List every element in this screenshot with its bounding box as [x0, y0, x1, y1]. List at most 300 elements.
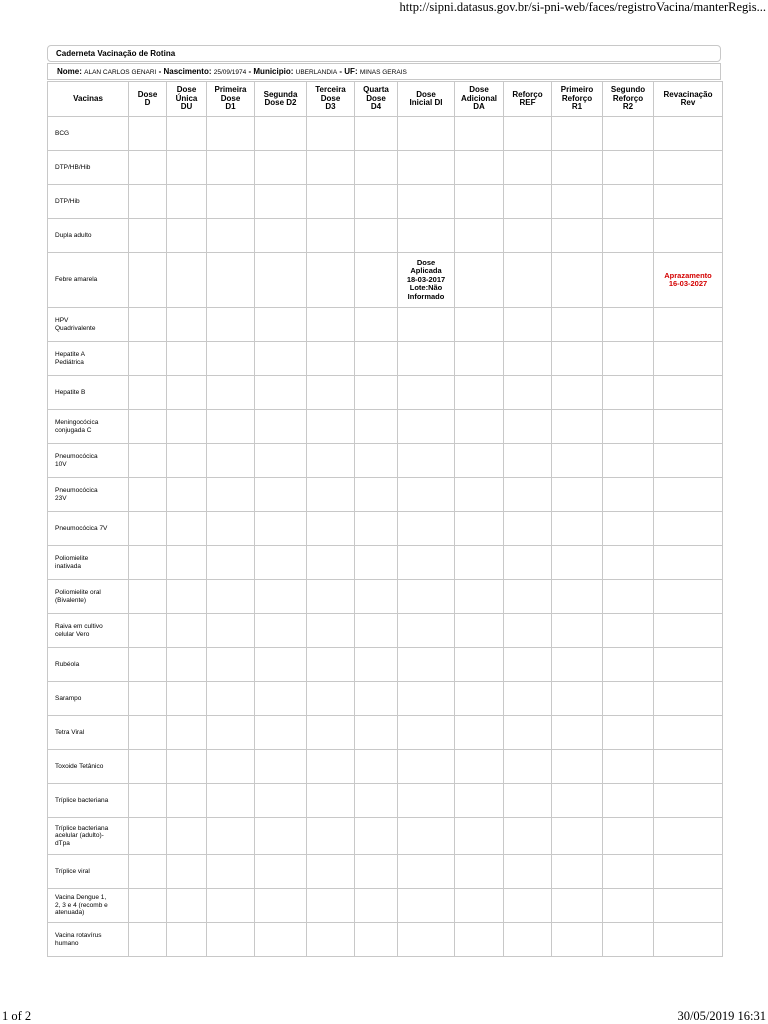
dose-cell [603, 716, 654, 750]
dose-cell [603, 750, 654, 784]
dose-cell [129, 444, 167, 478]
dose-cell [455, 648, 504, 682]
vaccine-name: Hepatite B [48, 376, 129, 410]
dose-cell [255, 512, 307, 546]
column-header-initial-dose: Dose Inicial DI [398, 82, 455, 117]
dose-cell [603, 117, 654, 151]
scheduled-dose-cell: Aprazamento 16-03-2027 [654, 253, 723, 308]
dose-cell [603, 818, 654, 855]
dose-cell [398, 648, 455, 682]
dose-cell [129, 151, 167, 185]
dose-cell [504, 818, 552, 855]
dose-cell [398, 750, 455, 784]
table-row [48, 716, 723, 750]
dose-cell [307, 546, 355, 580]
table-row [48, 923, 723, 957]
print-page-number: 1 of 2 [2, 1009, 32, 1023]
vaccine-name: Sarampo [48, 682, 129, 716]
dose-cell [355, 889, 398, 923]
table-row [48, 682, 723, 716]
dose-cell [398, 923, 455, 957]
dose-cell [654, 308, 723, 342]
table-row [48, 614, 723, 648]
table-row [48, 117, 723, 151]
dose-cell [603, 376, 654, 410]
dose-cell [355, 308, 398, 342]
table-row [48, 219, 723, 253]
dose-cell [654, 185, 723, 219]
dose-cell [355, 818, 398, 855]
dose-cell [355, 444, 398, 478]
dose-cell [207, 614, 255, 648]
table-row [48, 376, 723, 410]
dose-cell [654, 923, 723, 957]
column-header-first-dose: Primeira Dose D1 [207, 82, 255, 117]
dose-cell [129, 750, 167, 784]
dose-cell [129, 410, 167, 444]
vaccine-name: Tríplice bacteriana [48, 784, 129, 818]
dose-cell [552, 253, 603, 308]
dose-cell [167, 444, 207, 478]
applied-dose-cell: Dose Aplicada 18-03-2017 Lote:Não Informado [398, 253, 455, 308]
dose-cell [603, 478, 654, 512]
dose-cell [504, 648, 552, 682]
dose-cell [129, 855, 167, 889]
dose-cell [255, 614, 307, 648]
dose-cell [654, 117, 723, 151]
card-title: Caderneta Vacinação de Rotina [47, 45, 721, 62]
dose-cell [167, 253, 207, 308]
dose-cell [398, 444, 455, 478]
column-header-fourth-dose: Quarta Dose D4 [355, 82, 398, 117]
dose-cell [552, 512, 603, 546]
patient-name: ALAN CARLOS GENARI [84, 69, 157, 76]
dose-cell [167, 185, 207, 219]
dose-cell [552, 923, 603, 957]
dose-cell [207, 750, 255, 784]
dose-cell [603, 308, 654, 342]
dose-cell [504, 376, 552, 410]
dose-cell [167, 923, 207, 957]
vaccine-name: Rubéola [48, 648, 129, 682]
dose-cell [398, 818, 455, 855]
dose-cell [504, 614, 552, 648]
dose-cell [355, 648, 398, 682]
patient-info-row [47, 63, 721, 80]
column-header-dose: Dose D [129, 82, 167, 117]
print-datetime: 30/05/2019 16:31 [677, 1009, 766, 1023]
column-header-additional-dose: Dose Adicional DA [455, 82, 504, 117]
table-header-row [48, 82, 723, 117]
dose-cell [307, 253, 355, 308]
dose-cell [129, 478, 167, 512]
patient-birth: 25/09/1974 [213, 69, 247, 76]
dose-cell [167, 682, 207, 716]
dose-cell [129, 546, 167, 580]
dose-cell [398, 855, 455, 889]
dose-cell [355, 342, 398, 376]
column-header-second-booster: Segundo Reforço R2 [603, 82, 654, 117]
dose-cell [255, 750, 307, 784]
dose-cell [167, 512, 207, 546]
dose-cell [455, 376, 504, 410]
dose-cell [504, 219, 552, 253]
dose-cell [455, 253, 504, 308]
dose-cell [552, 308, 603, 342]
dose-cell [603, 512, 654, 546]
dose-cell [129, 342, 167, 376]
dose-cell [167, 855, 207, 889]
dose-cell [654, 546, 723, 580]
dose-cell [255, 185, 307, 219]
dose-cell [455, 151, 504, 185]
dose-cell [355, 784, 398, 818]
dose-cell [207, 185, 255, 219]
dose-cell [504, 923, 552, 957]
dose-cell [552, 614, 603, 648]
dose-cell [504, 580, 552, 614]
dose-cell [207, 478, 255, 512]
dose-cell [504, 889, 552, 923]
dose-cell [255, 410, 307, 444]
dose-cell [167, 648, 207, 682]
dose-cell [355, 117, 398, 151]
dose-cell [603, 185, 654, 219]
dose-cell [307, 648, 355, 682]
dose-cell [355, 253, 398, 308]
column-header-first-booster: Primeiro Reforço R1 [552, 82, 603, 117]
dose-cell [255, 546, 307, 580]
dose-cell [129, 219, 167, 253]
dose-cell [603, 444, 654, 478]
vaccine-name: Pneumocócica 23V [48, 478, 129, 512]
table-row [48, 478, 723, 512]
dose-cell [307, 376, 355, 410]
dose-cell [455, 546, 504, 580]
vaccine-name: BCG [48, 117, 129, 151]
dose-cell [654, 682, 723, 716]
dose-cell [552, 580, 603, 614]
dose-cell [654, 151, 723, 185]
dose-cell [654, 444, 723, 478]
dose-cell [307, 923, 355, 957]
dose-cell [307, 444, 355, 478]
dose-cell [255, 342, 307, 376]
dose-cell [207, 648, 255, 682]
dose-cell [129, 923, 167, 957]
dose-cell [455, 784, 504, 818]
dose-cell [654, 614, 723, 648]
vaccine-name: Toxoide Tetânico [48, 750, 129, 784]
dose-cell [455, 410, 504, 444]
dose-cell [603, 219, 654, 253]
vaccination-table [47, 81, 723, 957]
dose-cell [455, 512, 504, 546]
dose-cell [255, 308, 307, 342]
dose-cell [207, 546, 255, 580]
table-body [48, 117, 723, 957]
dose-cell [255, 682, 307, 716]
dose-cell [355, 580, 398, 614]
dose-cell [167, 750, 207, 784]
dose-cell [207, 253, 255, 308]
dose-cell [552, 219, 603, 253]
dose-cell [552, 855, 603, 889]
dose-cell [355, 855, 398, 889]
table-row [48, 444, 723, 478]
dose-cell [167, 342, 207, 376]
dose-cell [307, 614, 355, 648]
dose-cell [129, 185, 167, 219]
table-row [48, 151, 723, 185]
dose-cell [167, 889, 207, 923]
dose-cell [167, 376, 207, 410]
vaccine-name: Meningocócica conjugada C [48, 410, 129, 444]
dose-cell [455, 614, 504, 648]
dose-cell [167, 478, 207, 512]
table-row [48, 308, 723, 342]
uf-label: UF: [344, 67, 358, 76]
dose-cell [129, 376, 167, 410]
dose-cell [455, 716, 504, 750]
dose-cell [207, 512, 255, 546]
dose-cell [603, 546, 654, 580]
dose-cell [255, 478, 307, 512]
dose-cell [255, 923, 307, 957]
dose-cell [167, 151, 207, 185]
dose-cell [654, 342, 723, 376]
dose-cell [504, 151, 552, 185]
dose-cell [255, 444, 307, 478]
vaccine-name: Dupla adulto [48, 219, 129, 253]
dose-cell [654, 716, 723, 750]
dose-cell [355, 923, 398, 957]
dose-cell [129, 818, 167, 855]
dose-cell [398, 580, 455, 614]
dose-cell [455, 682, 504, 716]
dose-cell [654, 750, 723, 784]
dose-cell [255, 818, 307, 855]
dose-cell [504, 185, 552, 219]
dose-cell [307, 478, 355, 512]
dose-cell [398, 117, 455, 151]
dose-cell [167, 410, 207, 444]
dose-cell [552, 444, 603, 478]
dose-cell [207, 410, 255, 444]
table-row [48, 512, 723, 546]
patient-municipality: UBERLANDIA [295, 69, 338, 76]
vaccine-name: Hepatite A Pediátrica [48, 342, 129, 376]
vaccine-name: Febre amarela [48, 253, 129, 308]
dose-cell [355, 750, 398, 784]
table-row [48, 580, 723, 614]
dose-cell [355, 410, 398, 444]
dose-cell [307, 308, 355, 342]
column-header-single-dose: Dose Única DU [167, 82, 207, 117]
dose-cell [552, 342, 603, 376]
dose-cell [654, 818, 723, 855]
dose-cell [307, 410, 355, 444]
dose-cell [654, 478, 723, 512]
vaccine-name: DTP/HB/Hib [48, 151, 129, 185]
dose-cell [603, 784, 654, 818]
dose-cell [455, 889, 504, 923]
dose-cell [603, 614, 654, 648]
dose-cell [552, 750, 603, 784]
vaccine-name: HPV Quadrivalente [48, 308, 129, 342]
dose-cell [129, 716, 167, 750]
dose-cell [167, 580, 207, 614]
dose-cell [603, 151, 654, 185]
dose-cell [129, 308, 167, 342]
dose-cell [455, 444, 504, 478]
vaccine-name: Tríplice bacteriana acelular (adulto)- dTpa [48, 818, 129, 855]
dose-cell [307, 512, 355, 546]
dose-cell [355, 682, 398, 716]
dose-cell [355, 219, 398, 253]
dose-cell [207, 855, 255, 889]
dose-cell [307, 784, 355, 818]
dose-cell [504, 546, 552, 580]
table-row [48, 855, 723, 889]
dose-cell [455, 219, 504, 253]
dose-cell [129, 512, 167, 546]
dose-cell [307, 580, 355, 614]
dose-cell [207, 923, 255, 957]
dose-cell [398, 151, 455, 185]
dose-cell [355, 512, 398, 546]
dose-cell [504, 444, 552, 478]
separator: - [246, 67, 254, 76]
dose-cell [398, 410, 455, 444]
dose-cell [504, 117, 552, 151]
dose-cell [552, 151, 603, 185]
dose-cell [603, 342, 654, 376]
dose-cell [355, 376, 398, 410]
dose-cell [129, 117, 167, 151]
table-row [48, 784, 723, 818]
dose-cell [603, 889, 654, 923]
dose-cell [654, 580, 723, 614]
dose-cell [129, 253, 167, 308]
dose-cell [167, 818, 207, 855]
dose-cell [552, 185, 603, 219]
table-row [48, 750, 723, 784]
dose-cell [552, 889, 603, 923]
dose-cell [552, 818, 603, 855]
dose-cell [307, 117, 355, 151]
dose-cell [255, 855, 307, 889]
column-header-booster: Reforço REF [504, 82, 552, 117]
dose-cell [355, 185, 398, 219]
dose-cell [654, 648, 723, 682]
dose-cell [552, 376, 603, 410]
table-row [48, 410, 723, 444]
dose-cell [307, 818, 355, 855]
dose-cell [504, 342, 552, 376]
dose-cell [552, 478, 603, 512]
vaccine-name: Vacina Dengue 1, 2, 3 e 4 (recomb e atenuada) [48, 889, 129, 923]
dose-cell [129, 682, 167, 716]
dose-cell [207, 342, 255, 376]
dose-cell [307, 342, 355, 376]
vaccine-name: Tetra Viral [48, 716, 129, 750]
dose-cell [307, 219, 355, 253]
dose-cell [307, 889, 355, 923]
dose-cell [398, 784, 455, 818]
dose-cell [355, 716, 398, 750]
dose-cell [129, 648, 167, 682]
dose-cell [504, 308, 552, 342]
dose-cell [167, 614, 207, 648]
dose-cell [398, 219, 455, 253]
dose-cell [552, 682, 603, 716]
dose-cell [504, 512, 552, 546]
dose-cell [398, 614, 455, 648]
table-row [48, 889, 723, 923]
dose-cell [455, 185, 504, 219]
dose-cell [398, 716, 455, 750]
dose-cell [504, 855, 552, 889]
dose-cell [255, 889, 307, 923]
dose-cell [504, 784, 552, 818]
dose-cell [504, 253, 552, 308]
dose-cell [255, 580, 307, 614]
dose-cell [552, 410, 603, 444]
dose-cell [167, 308, 207, 342]
dose-cell [455, 750, 504, 784]
dose-cell [552, 784, 603, 818]
dose-cell [167, 784, 207, 818]
dose-cell [504, 410, 552, 444]
dose-cell [355, 151, 398, 185]
dose-cell [207, 889, 255, 923]
dose-cell [552, 546, 603, 580]
dose-cell [307, 682, 355, 716]
dose-cell [455, 308, 504, 342]
dose-cell [129, 784, 167, 818]
dose-cell [207, 784, 255, 818]
dose-cell [355, 614, 398, 648]
dose-cell [504, 750, 552, 784]
dose-cell [504, 478, 552, 512]
dose-cell [398, 342, 455, 376]
dose-cell [603, 682, 654, 716]
dose-cell [398, 512, 455, 546]
dose-cell [255, 648, 307, 682]
municipality-label: Municipio: [253, 67, 294, 76]
dose-cell [355, 478, 398, 512]
dose-cell [654, 376, 723, 410]
dose-cell [504, 682, 552, 716]
table-row [48, 546, 723, 580]
dose-cell [654, 512, 723, 546]
name-label: Nome: [57, 67, 82, 76]
dose-cell [207, 308, 255, 342]
dose-cell [654, 784, 723, 818]
dose-cell [129, 614, 167, 648]
dose-cell [129, 580, 167, 614]
dose-cell [654, 219, 723, 253]
dose-cell [455, 478, 504, 512]
dose-cell [207, 580, 255, 614]
dose-cell [603, 923, 654, 957]
dose-cell [307, 716, 355, 750]
dose-cell [207, 376, 255, 410]
dose-cell [398, 376, 455, 410]
dose-cell [207, 818, 255, 855]
dose-cell [455, 923, 504, 957]
